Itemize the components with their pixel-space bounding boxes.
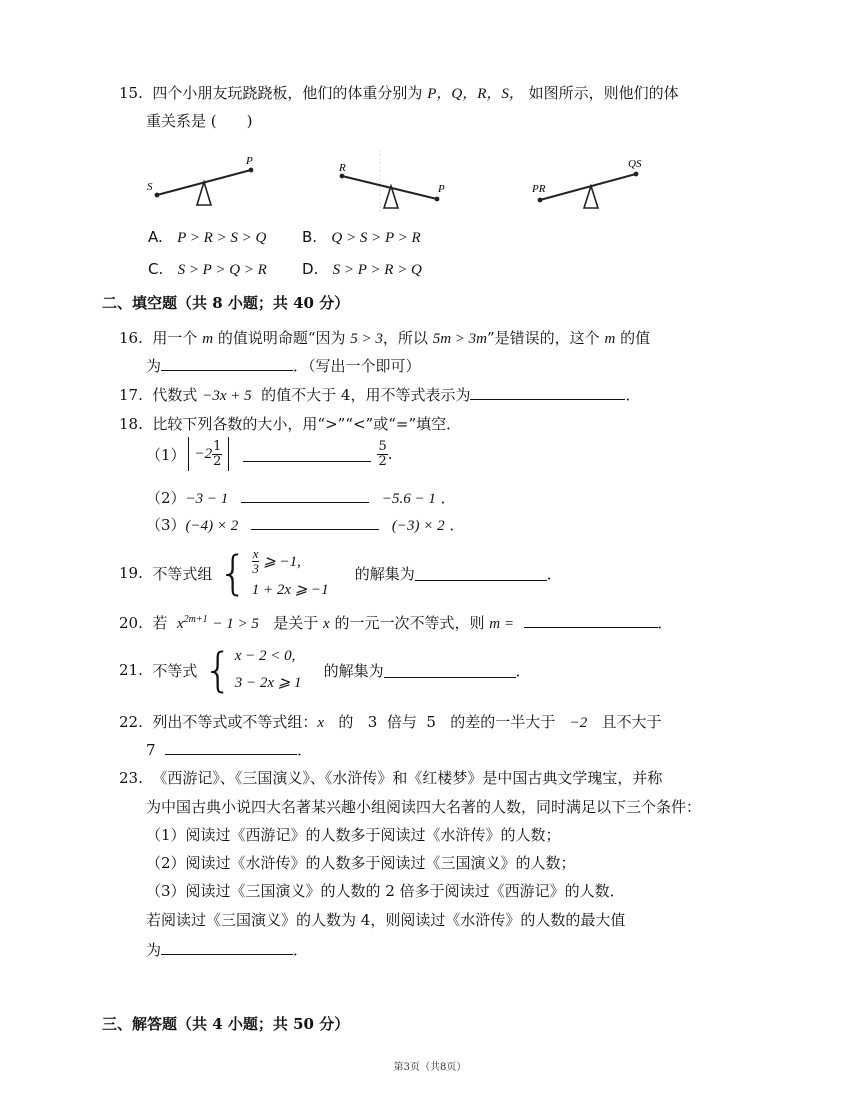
abs-value: −2 $\frac{1}{2}$ bbox=[188, 437, 230, 471]
fig2-right-label: P bbox=[438, 183, 445, 195]
q23-line6: 若阅读过《三国演义》的人数为 4，则阅读过《水浒传》的人数的最大值 bbox=[146, 911, 626, 929]
q18-2-blank[interactable] bbox=[241, 488, 369, 503]
fig1-left-label: S bbox=[147, 181, 153, 193]
q19-answer-blank[interactable] bbox=[415, 566, 547, 581]
q23-line2: 为中国古典小说四大名著某兴趣小组阅读四大名著的人数，同时满足以下三个条件： bbox=[146, 798, 702, 816]
q18-part2: （2）−3 − 1 −5.6 − 1 ． bbox=[146, 489, 456, 507]
q21-system: x − 2 < 0, 3 − 2x ⩾ 1 bbox=[234, 648, 302, 691]
q22-answer-blank[interactable] bbox=[165, 740, 297, 755]
fig3-right-label: QS bbox=[628, 158, 642, 170]
q23-condition-1: （1）阅读过《西游记》的人数多于阅读过《水浒传》的人数； bbox=[146, 826, 561, 844]
section-3-heading: 三、解答题（共 4 小题；共 50 分） bbox=[102, 1015, 350, 1033]
page-footer: 第3页（共8页） bbox=[393, 1062, 467, 1073]
q18-part3: （3）(−4) × 2 (−3) × 2 ． bbox=[146, 516, 465, 534]
q18-title: 18. 比较下列各数的大小，用“>”“<”或“=”填空． bbox=[119, 415, 462, 433]
q22-line1: 22. 列出不等式或不等式组：x 的 3 倍与 5 的差的一半大于 −2 且不大于 bbox=[119, 713, 662, 731]
q15-text3: 重关系是 ( ) bbox=[146, 112, 253, 130]
q16-line2: 为 ．（写出一个即可） bbox=[146, 357, 421, 375]
q15-line1 bbox=[119, 82, 679, 103]
q15-text2: 如图所示，则他们的体 bbox=[528, 84, 679, 102]
q15-option-d: D. S > P > R > Q bbox=[302, 260, 422, 278]
q15-option-c: C. S > P > Q > R bbox=[148, 260, 267, 278]
q19-line: 19. 不等式组 { $\frac{x}{3}$ ⩾ −1, 1 + 2x ⩾ −1 的解集为 ． bbox=[119, 546, 562, 600]
q23-line1: 23. 《西游记》、《三国演义》、《水浒传》和《红楼梦》是中国古典文学瑰宝，并称 bbox=[119, 769, 663, 787]
q19-system: $\frac{x}{3}$ ⩾ −1, 1 + 2x ⩾ −1 bbox=[251, 546, 329, 598]
q16-line1: 16. 用一个 m 的值说明命题“因为 5 > 3，所以 5m > 3m”是错误的，这个 m 的值 bbox=[119, 329, 651, 347]
q16-answer-blank[interactable] bbox=[161, 356, 293, 371]
seesaw-figure-1 bbox=[147, 155, 253, 205]
fig1-right-label: P bbox=[246, 155, 253, 167]
seesaw-figure-2 bbox=[338, 150, 445, 212]
q21-line: 21. 不等式 { x − 2 < 0, 3 − 2x ⩾ 1 的解集为 ． bbox=[119, 643, 531, 697]
brace: { bbox=[218, 546, 248, 600]
seesaw-figures bbox=[140, 150, 760, 215]
q21-answer-blank[interactable] bbox=[384, 663, 516, 678]
q15-vars: P，Q，R，S， bbox=[427, 86, 524, 102]
q20-answer-blank[interactable] bbox=[524, 613, 658, 628]
q18-part1: （1） −2 $\frac{1}{2}$ $\frac{5}{2}$ . bbox=[146, 437, 393, 471]
q22-line2: 7 ． bbox=[146, 741, 313, 759]
q15-text1: 四个小朋友玩跷跷板，他们的体重分别为 bbox=[152, 84, 423, 102]
q18-3-blank[interactable] bbox=[251, 515, 379, 530]
q23-condition-2: （2）阅读过《水浒传》的人数多于阅读过《三国演义》的人数； bbox=[146, 854, 576, 872]
brace: { bbox=[203, 643, 233, 697]
q20-line: 20. 若 $x^{2m+1} - 1 > 5$ 是关于 x 的一元一次不等式，则 m = ． bbox=[119, 614, 673, 632]
section-2-heading: 二、填空题（共 8 小题；共 40 分） bbox=[102, 294, 350, 312]
q18-1-blank[interactable] bbox=[243, 447, 371, 462]
seesaw-figure-3 bbox=[531, 158, 642, 208]
q23-condition-3: （3）阅读过《三国演义》的人数的 2 倍多于阅读过《西游记》的人数． bbox=[146, 882, 625, 900]
q15-number: 15. bbox=[119, 84, 143, 102]
q15-option-a: A. P > R > S > Q bbox=[148, 228, 267, 246]
q17-answer-blank[interactable] bbox=[470, 385, 625, 400]
q15-option-b: B. Q > S > P > R bbox=[302, 228, 421, 246]
fig2-left-label: R bbox=[339, 162, 346, 174]
q17-line: 17. 代数式 −3x + 5 的值不大于 4，用不等式表示为 ． bbox=[119, 386, 641, 404]
q23-line7: 为 ． bbox=[146, 941, 309, 959]
fig3-left-label: PR bbox=[532, 183, 546, 195]
q23-answer-blank[interactable] bbox=[161, 940, 293, 955]
